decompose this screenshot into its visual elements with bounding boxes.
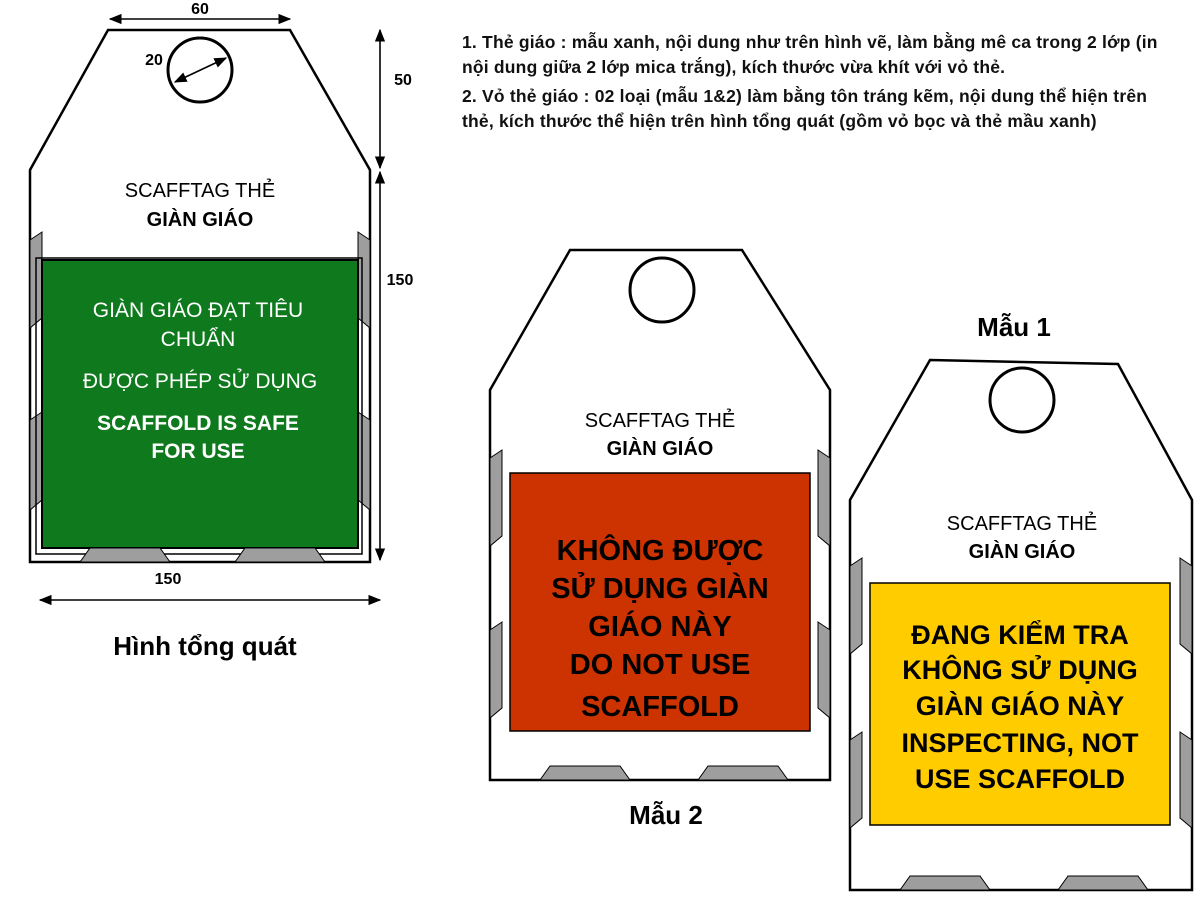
mau2-bottom-clip-left bbox=[540, 766, 630, 780]
mau2-side-clip-right-upper bbox=[818, 450, 830, 546]
mau2-side-clip-left-lower bbox=[490, 622, 502, 718]
red-line-5: SCAFFOLD bbox=[581, 691, 739, 723]
mau1-tag bbox=[850, 312, 1192, 890]
green-line-1: GIÀN GIÁO ĐẠT TIÊU bbox=[92, 299, 304, 322]
mau1-bottom-clip-left bbox=[900, 876, 990, 890]
note-2: 2. Vỏ thẻ giáo : 02 loại (mẫu 1&2) làm bằng tôn tráng kẽm, nội dung thể hiện trên thẻ, kích thước thể hiện trên hình tổng quát (gồm vỏ bọc và thẻ mầu xanh) bbox=[462, 86, 1148, 131]
red-line-3: GIÁO NÀY bbox=[588, 611, 732, 643]
mau1-bottom-clip-right bbox=[1058, 876, 1148, 890]
body-height-label: 150 bbox=[386, 272, 414, 289]
bottom-width-label: 150 bbox=[154, 571, 182, 588]
general-header-line2: GIÀN GIÁO bbox=[146, 209, 254, 231]
head-height-label: 50 bbox=[394, 72, 412, 89]
general-header-line1: SCAFFTAG THẺ bbox=[124, 180, 276, 202]
general-tag bbox=[30, 1, 413, 661]
general-caption: Hình tổng quát bbox=[113, 631, 297, 661]
green-line-4: SCAFFOLD IS SAFE bbox=[97, 412, 299, 435]
mau2-header-line1: SCAFFTAG THẺ bbox=[584, 410, 736, 432]
mau1-header-line1: SCAFFTAG THẺ bbox=[946, 513, 1098, 535]
mau2-header-line2: GIÀN GIÁO bbox=[606, 438, 714, 460]
bottom-clip-left bbox=[80, 548, 170, 562]
mau1-hole-icon bbox=[990, 368, 1054, 432]
yellow-line-2: KHÔNG SỬ DỤNG bbox=[902, 655, 1138, 685]
red-line-4: DO NOT USE bbox=[569, 649, 751, 681]
red-line-2: SỬ DỤNG GIÀN bbox=[551, 573, 769, 605]
mau1-caption: Mẫu 1 bbox=[977, 312, 1051, 342]
mau1-side-clip-right-lower bbox=[1180, 732, 1192, 828]
top-width-label: 60 bbox=[191, 1, 209, 18]
mau1-side-clip-right-upper bbox=[1180, 558, 1192, 654]
green-line-5: FOR USE bbox=[151, 440, 245, 463]
hole-diameter-label: 20 bbox=[145, 52, 163, 69]
side-clip-right-lower bbox=[358, 412, 370, 510]
mau2-side-clip-right-lower bbox=[818, 622, 830, 718]
green-line-2: CHUẨN bbox=[160, 328, 236, 351]
red-line-1: KHÔNG ĐƯỢC bbox=[556, 535, 764, 567]
yellow-line-5: USE SCAFFOLD bbox=[914, 764, 1126, 794]
yellow-line-4: INSPECTING, NOT bbox=[901, 728, 1139, 758]
green-line-3: ĐƯỢC PHÉP SỬ DỤNG bbox=[82, 370, 318, 393]
bottom-clip-right bbox=[235, 548, 325, 562]
side-clip-right-upper bbox=[358, 232, 370, 328]
mau1-side-clip-left-upper bbox=[850, 558, 862, 654]
mau2-caption: Mẫu 2 bbox=[629, 800, 703, 830]
mau2-bottom-clip-right bbox=[698, 766, 788, 780]
note-1: 1. Thẻ giáo : mẫu xanh, nội dung như trên hình vẽ, làm bằng mê ca trong 2 lớp (in nội dung giữa 2 lớp mica trắng), kích thước vừa khít với vỏ thẻ. bbox=[462, 32, 1158, 77]
yellow-line-1: ĐANG KIỂM TRA bbox=[911, 620, 1129, 650]
mau1-side-clip-left-lower bbox=[850, 732, 862, 828]
mau2-tag bbox=[490, 250, 830, 830]
mau1-header-line2: GIÀN GIÁO bbox=[968, 541, 1076, 563]
mau2-side-clip-left-upper bbox=[490, 450, 502, 546]
yellow-line-3: GIÀN GIÁO NÀY bbox=[915, 691, 1125, 721]
mau2-hole-icon bbox=[630, 258, 694, 322]
